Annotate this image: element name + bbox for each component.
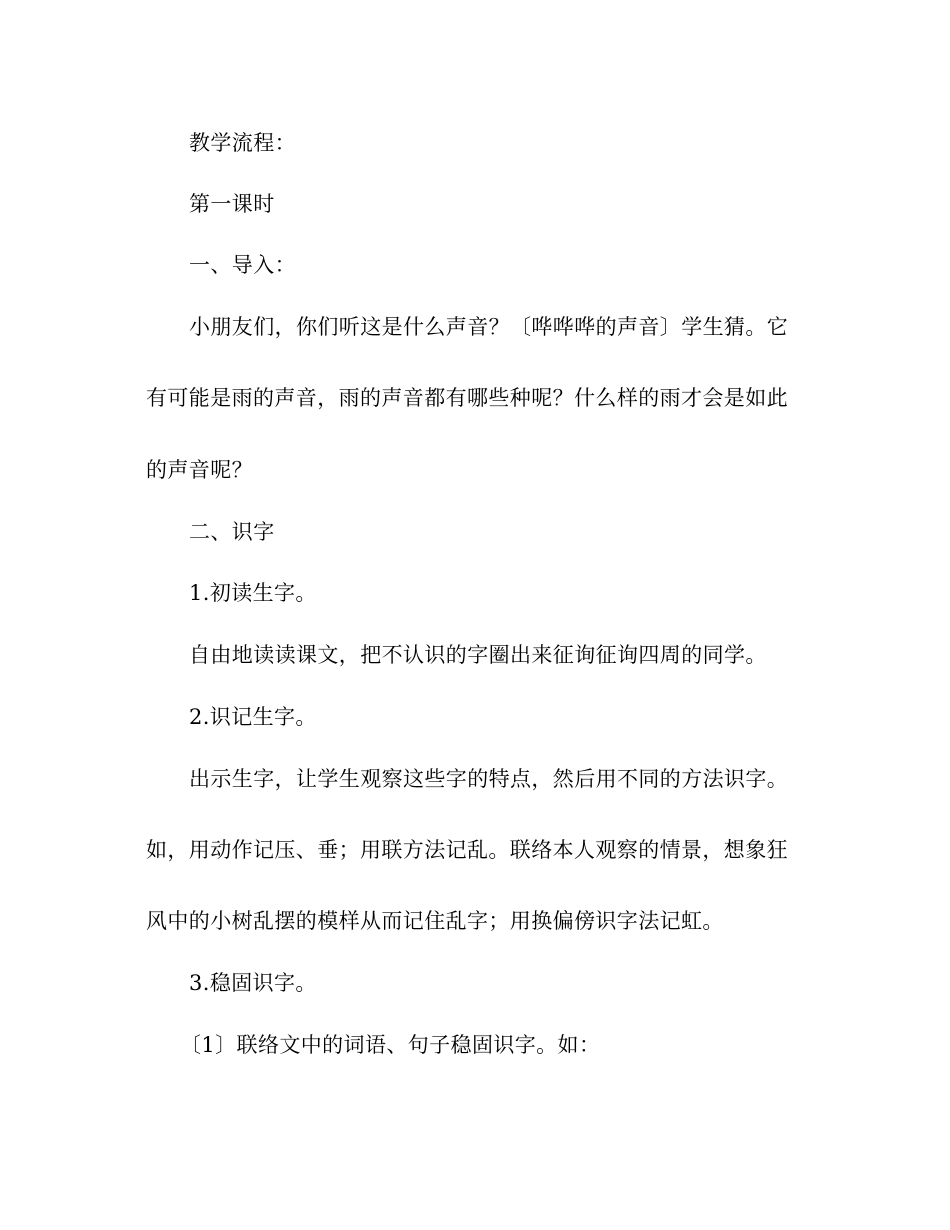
step-1-title: 1.初读生字。 — [189, 581, 317, 605]
heading-first-lesson: 第一课时 — [189, 192, 275, 216]
step-2-paragraph-line-1: 出示生字，让学生观察这些字的特点，然后用不同的方法识字。 — [189, 767, 789, 791]
step-3-sub-item-1: 〔1〕联络文中的词语、句子稳固识字。如： — [180, 1033, 601, 1057]
heading-literacy: 二、识字 — [189, 520, 275, 544]
step-2-paragraph-line-3: 风中的小树乱摆的模样从而记住乱字；用换偏傍识字法记虹。 — [146, 909, 724, 933]
paragraph-intro-line-3: 的声音呢？ — [146, 458, 253, 482]
step-3-title: 3.稳固识字。 — [189, 971, 317, 995]
paragraph-intro-line-2: 有可能是雨的声音，雨的声音都有哪些种呢？什么样的雨才会是如此 — [146, 386, 788, 410]
step-2-title: 2.识记生字。 — [189, 705, 317, 729]
heading-teaching-process: 教学流程： — [189, 131, 296, 155]
step-2-paragraph-line-2: 如，用动作记压、垂；用联方法记乱。联络本人观察的情景，想象狂 — [146, 838, 788, 862]
step-1-paragraph: 自由地读读课文，把不认识的字圈出来征询征询四周的同学。 — [189, 643, 767, 667]
heading-introduction: 一、导入： — [189, 253, 296, 277]
paragraph-intro-line-1: 小朋友们，你们听这是什么声音？〔哗哗哗的声音〕学生猜。它 — [189, 315, 789, 339]
